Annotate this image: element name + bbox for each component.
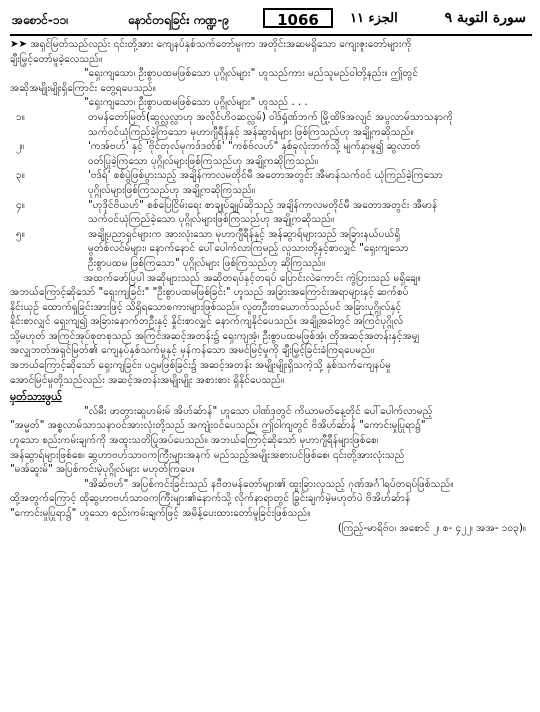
document-page — [10, 8, 532, 704]
chapter-label: အစောင်-၁၁၊ — [12, 13, 69, 27]
page-number: 1066 — [263, 8, 333, 28]
item-number: ၅။ — [16, 228, 25, 240]
item-line: ဦးစွာပထမ ဖြစ်ကြသော" ပုဂ္ဂိုလ်များ ဖြစ်ကြသည်ဟု ဆိုကြသည်။ — [88, 257, 326, 269]
para3-line: အောင်မြင်မှုတို့သည်လည်း အဆင့်အတန်းအမျိုးမျိုး အစားစား ရှိနိုင်ပေသည်။ — [10, 374, 285, 386]
list-item — [10, 199, 532, 228]
bullet-arrow-icon: ➤➤ — [10, 39, 28, 50]
list-item — [10, 228, 532, 272]
section-title: နောင်တရခြင်း ကဏ္ဍ-၉ — [128, 13, 230, 27]
para3-line: နိုင်းစာလျှင် ရှေးကျ၍ အခြားနောက်တဦးနှင့် နှိုင်းစာလျှင် နောက်ကျနိုင်ပေသည်။ အချို့အခါတွင် အကြင်ပုဂ္ဂိုလ် — [10, 316, 404, 328]
item-line: တမန်တော်မြတ်(ဆွလ္လလ္လာဟု အလိုင်ဟိဝဆလ္လမ်) ဝါဒ်ရှံ့ဏ်ဘက် မြို့ထိ၆အလျင် အပွလာမ်သာသနာကို — [88, 111, 454, 123]
item-line: 'ကအ်ဗဟ်' နှင့် 'ဗိုင်တုလ်မုကဒ်ဒတ်စ်' "ကစ်ဗ်လဟ်" နှစ်ခုလုံးဘက်သို့ မျက်နှာမူ၍ ဆွလာတ် — [88, 141, 421, 153]
section-line: ဟူသော စည်းကမ်းချက်ကို အထူးသတိပြုအပ်ပေသည်။ အဘယ်ကြောင့်ဆိုသော် မုဟာဂျီရီန်များဖြစ်စေ၊ — [10, 435, 379, 447]
para3-line: အထက်ဖော်ပြပါ အဆိုများသည် အဆိုတရပ်နှင့်တရပ် ပြောင်းလဲကောင်း ကွဲပြားသည် မရှိချေ။ — [84, 272, 421, 284]
item-number: ၄။ — [16, 199, 25, 211]
section-line: ထို့အတွက်ကြောင့် ထိုဆွဟာဗဟ်သာဝကကြီးများ၏နောက်သို့ လိုက်နာရာတွင် ခြွင်းချက်မဲ့မဟုတ်ပဲ ဗိအိဟ်ဆ်ာန် — [10, 493, 411, 505]
surah-label: سورة التوبة ٩ — [444, 10, 526, 26]
item-number: ၂။ — [16, 141, 25, 153]
para3-line: အဘယ်ကြောင့်ဆိုသော် ရှေးကျခြင်း၊ ပဌမဖြစ်ခြင်း၌ အဆင့်အတန်း အမျိုးမျိုးရှိသကဲ့သို့ နှစ်သက်ကျေနပ်မှု — [10, 360, 392, 372]
section-line: "ကောင်းမှုပြုရာ၌" ဟူသော စည်းကမ်းချက်ဖြင့် အမိန့်ပေးထားတော်မူခြင်းဖြစ်သည်။ — [10, 508, 311, 519]
section-heading: မှတ်သားဖွယ် — [10, 390, 62, 404]
page-header — [10, 8, 532, 32]
intro-line-2: ချီးမြှင့်တော်မူခဲ့လေသည်။ — [10, 53, 103, 65]
section-line: အန်ဆွာရ်များဖြစ်စေ၊ ဆွဟာဗဟ်သာဝကကြီးများအနက် မည်သည့်အမျိုးအစားပင်ဖြစ်စေ၊ ၎င်းတို့အားလုံးသည် — [10, 449, 405, 461]
intro-line-1: ➤➤ အရှင်မြတ်သည်လည်း ၎င်းတို့အား ကျေနပ်နှစ်သက်တော်မူကာ အတိုင်းအဆမရှိသော ကျေးဇူးတော်များကို — [10, 39, 412, 50]
item-line: မွတ်စ်လင်မ်များ၊ နောက်နောင် ပေါ်ပေါက်လာကြမည့် လူသားတို့နှင့်စာလျှင် "ရှေးကျသော — [88, 243, 409, 255]
item-line: 'ဗဒ်ရ်' စစ်ပွဲဖြစ်ပွားသည့် အချိန်ကာလမတိုင်မီ အတောအတွင်း အီမာန်သက်ဝင် ယုံကြည်ခဲ့ကြသော — [88, 170, 443, 182]
list-item — [10, 169, 532, 198]
list-item — [10, 111, 532, 140]
para3-line: အလျှဘတ်အရှင်မြတ်၏ ကျေနပ်နှစ်သက်မှုနှင့် မှန်ကန်သော အမင်မြင့်မှုကို ချီးမြှင့်ခြင်းခံကြရပေမည်။ — [10, 345, 375, 357]
item-line: "ဟုဒိုင်ဗိယဟ်" စစ်ပြေငြိမ်းရေး စာချုပ်ချုပ်ဆိုသည့် အချိန်ကာလမတိုင်မီ အတောအတွင်း အီမာန် — [88, 199, 438, 211]
item-number: ၁။ — [16, 111, 25, 123]
item-line: ပုဂ္ဂိုလ်များဖြစ်ကြသည်ဟု အချို့ကဆိုကြသည်။ — [88, 184, 256, 196]
para1-line-2: အဆိုအမျိုးမျိုးရှိကြောင်း တွေ့ရပေသည်။ — [10, 82, 156, 94]
section-line: "လ်မီး ဖာတွားဆူဟမ်းမ် အိဟ်ဆ်ာန်" ဟူသော ပါဏ်ဒုတွင် ကိယာမတ်နေ့တိုင် ပေါ်ပေါက်လာမည့် — [84, 405, 433, 417]
para1-line-1: "ရှေးကျသော၊ ဦးစွာပထမဖြစ်သော ပုဂ္ဂိုလ်များ" ဟူသည်ကား မည်သူမည်ဝါတို့နည်း။ ဤတွင် — [84, 68, 419, 80]
juz-label: الجزء ١١ — [350, 11, 398, 26]
section-line: "မအ်ဆူးမ်" အပြစ်ကင်းမဲ့ပုဂ္ဂိုလ်များ မဟုတ်ကြပေ။ — [10, 464, 195, 476]
footer-citation: (ကြည့်-မာရိဗ်ဝ၊ အစောင် ၂၊ စ- ၄၂၂၊ အအ- ၁၀၃)။ — [337, 522, 526, 534]
item-line: ဝတ်ပြုခဲ့ကြသော ပုဂ္ဂိုလ်များဖြစ်ကြသည်ဟု အချို့ကဆိုကြသည်။ — [88, 155, 319, 167]
para3-line: နိုင်းယှဉ် ထောက်ရှုခြင်းအားဖြင့် သိရှိရသောစကားများဖြစ်သည်။ လူတဦးတယောက်သည်ပင် အခြားပုဂ္ဂိုလ်နှင့် — [10, 301, 402, 313]
item-line: သက်ဝင်ယုံကြည်ခဲ့ကြသော မုဟာဂျီရီန်နှင့် အန်ဆွာရ်များ ဖြစ်ကြသည်ဟု အချို့ကဆိုသည်။ — [88, 126, 414, 138]
para2-line-1: "ရှေးကျသော၊ ဦးစွာပထမဖြစ်သော ပုဂ္ဂိုလ်များ" ဟူသည် . . . — [84, 97, 308, 109]
section-line: "အမ္မတ်" အစ္စလာမ်သာသနာဝင်အားလုံးတို့သည် အကျုံးဝင်ပေသည်။ ဤဝါကျတွင် ဗိအိဟ်ဆ်ာန် "ကောင်းမှုပြုရာ၌" — [10, 420, 426, 432]
para3-line: သို့မဟုတ် အကြင်အုပ်စုတစုသည် အကြင်အဆင့်အတန်း၌ ရှေးကျအံ့၊ ဦးစွာပထမဖြစ်အံ့၊ တိုအဆင့်အတန်းနှင့်အမျှ — [10, 330, 420, 342]
item-line: အချို့ပညာရှင်များက အားလုံးသော မုဟာဂျီရီန်နှင့် အန်ဆွာရ်များသည် အခြားနယ်ပယ်ရှိ — [88, 228, 401, 240]
item-line: သက်ဝင်ယုံကြည်ခဲ့သော ပုဂ္ဂိုလ်များဖြစ်ကြသည်ဟု အချို့ကဆိုသည်။ — [88, 214, 335, 226]
para3-line: အဘယ်ကြောင့်ဆိုသော် "ရှေးကျခြင်း" "ဦးစွာပထမဖြစ်ခြင်း" ဟူသည် အခြားအကြောင်းအရာများနှင့် ဆက်စပ် — [10, 287, 409, 299]
item-number: ၃။ — [16, 170, 25, 182]
header-divider — [10, 34, 532, 36]
section-line: "အိဆ်ဗဟ်" အပြစ်ကင်းခြင်းသည် နဗီတမန်တော်များ၏ ထူးခြားလှသည့် ဂုဏ်အင်္ဂါရပ်တရပ်ဖြစ်သည်။ — [84, 478, 454, 490]
document-body — [10, 38, 532, 536]
list-item — [10, 140, 532, 169]
